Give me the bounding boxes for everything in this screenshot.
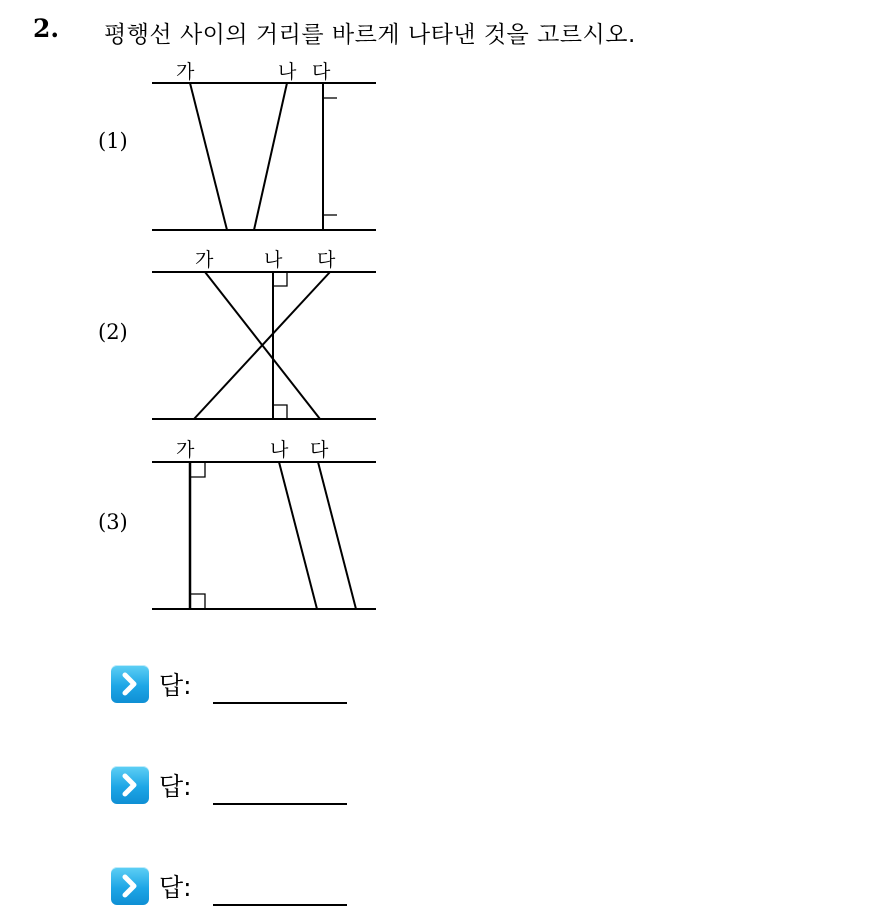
figure-3-label-na: 나 bbox=[270, 439, 289, 461]
figure-2-label-ga: 가 bbox=[195, 249, 214, 271]
answer-blank[interactable] bbox=[213, 803, 347, 805]
figure-1-label-ga: 가 bbox=[176, 61, 195, 83]
answer-label: 답: bbox=[159, 671, 192, 700]
figure-3-label: (3) bbox=[98, 510, 128, 534]
answer-label: 답: bbox=[159, 772, 192, 801]
figure-2-segment-da bbox=[194, 272, 330, 419]
figure-2-label-na: 나 bbox=[264, 249, 283, 271]
figure-3-right-angle-bottom bbox=[190, 594, 205, 609]
figure-1-label-na: 나 bbox=[278, 61, 297, 83]
figure-2-right-angle-bottom bbox=[273, 405, 287, 419]
figure-1-label: (1) bbox=[98, 129, 128, 153]
figure-1-label-da: 다 bbox=[312, 61, 331, 83]
figure-2-label: (2) bbox=[98, 320, 128, 344]
answer-blank[interactable] bbox=[213, 904, 347, 906]
chevron-right-icon bbox=[111, 867, 149, 905]
figure-3-label-ga: 가 bbox=[176, 439, 195, 461]
figure-1-segment-ga bbox=[190, 83, 227, 230]
figure-2-right-angle-top bbox=[273, 272, 287, 286]
figure-3-right-angle-top bbox=[190, 462, 205, 477]
figure-1-segment-na bbox=[254, 83, 287, 230]
question-text: 평행선 사이의 거리를 바르게 나타낸 것을 고르시오. bbox=[104, 22, 636, 48]
figure-1 bbox=[150, 60, 378, 240]
answer-label: 답: bbox=[159, 873, 192, 902]
question-number: 2. bbox=[33, 14, 60, 43]
figure-3-segment-da bbox=[318, 462, 356, 609]
figure-2-label-da: 다 bbox=[317, 249, 336, 271]
answer-blank[interactable] bbox=[213, 702, 347, 704]
figure-3-label-da: 다 bbox=[310, 439, 329, 461]
chevron-right-icon bbox=[111, 665, 149, 703]
figure-3-segment-na bbox=[279, 462, 317, 609]
figure-3 bbox=[150, 438, 378, 618]
figure-2 bbox=[150, 248, 378, 428]
chevron-right-icon bbox=[111, 766, 149, 804]
